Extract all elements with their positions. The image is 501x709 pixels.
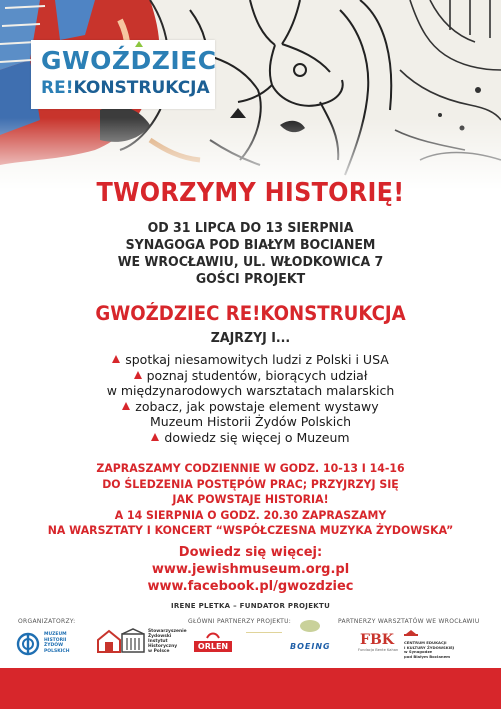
triangle-bullet-icon [134,371,142,379]
gwozdziec-logo [31,40,215,109]
project-name: GWOŹDZIEC RE!KONSTRUKCJA [95,302,406,325]
headline: TWORZYMY HISTORIĘ! [96,178,405,208]
invite-line: NA WARSZTATY I KONCERT “WSPÓŁCZESNA MUZYKA ŻYDOWSKA” [47,523,454,538]
info-line: OD 31 LIPCA DO 13 SIERPNIA [147,220,354,236]
info-line: SYNAGOGA POD BIAŁYM BOCIANEM [125,237,376,253]
invite-line: DO ŚLEDZENIA POSTĘPÓW PRAC; PRZYJRZYJ SIĘ [102,476,399,491]
list-item: dowiedz się więcej o Muzeum [0,430,501,446]
muzeum-emblem-icon [16,632,40,656]
logo-line2-post: KONSTRUKCJA [73,78,210,98]
zih-logo: Stowarzyszenie Żydowski Instytut Historyczny w Polsce [120,628,182,656]
partner-emblem-icon [300,620,320,632]
more-heading: Dowiedz się więcej: [178,545,323,560]
bottom-red-bar [0,668,501,709]
founder-credit: IRENE PLETKA – FUNDATOR PROJEKTU [170,602,331,610]
list-item: zobacz, jak powstaje element wystawy [0,399,501,415]
boeing-logo: BOEING [290,642,331,651]
invitation-text [0,461,501,539]
invite-line: ZAPRASZAMY CODZIENNIE W GODZ. 10-13 I 14-16 [96,461,405,475]
logo-line2 [41,78,210,98]
list-item: poznaj studentów, biorących udział [0,368,501,384]
triangle-bullet-icon [122,402,130,410]
info-line: GOŚCI PROJEKT [195,271,306,287]
orlen-eagle-icon [206,630,220,640]
workshop-partners-label: PARTNERZY WARSZTATÓW WE WROCŁAWIU [338,618,480,625]
more-info [0,544,501,595]
building-icon [120,628,146,654]
fbk-logo: FBK Fundacja Bente Kahan [358,632,399,652]
centrum-logo: CENTRUM EDUKACJI I KULTURY ŻYDOWSKIEJ w Synagodze pod Białym Bocianem [404,630,468,658]
list-item-cont: Muzeum Historii Żydów Polskich [150,414,351,430]
orlen-logo: ORLEN [194,630,232,654]
house-logo-icon [96,628,122,654]
list-item-cont: w międzynarodowych warsztatach malarskich [106,383,395,399]
info-line: WE WROCŁAWIU, UL. WŁODKOWICA 7 [117,254,384,270]
foundation-logo [246,632,282,655]
logo-line2-pre: RE! [41,78,74,98]
bullet-list [0,352,501,446]
jewishmuseum-link[interactable]: www.jewishmuseum.org.pl [151,562,350,577]
zajrzyj-heading: ZAJRZYJ I... [210,330,291,346]
triangle-bullet-icon [151,433,159,441]
triangle-bullet-icon [112,355,120,363]
muzeum-logo: MUZEUM HISTORII ŻYDÓW POLSKICH [16,630,86,658]
organizers-label: ORGANIZATORZY: [18,618,76,625]
facebook-link[interactable]: www.facebook.pl/gwozdziec [147,579,354,594]
main-partners-label: GŁÓWNI PARTNERZY PROJEKTU: [188,618,292,625]
list-item: spotkaj niesamowitych ludzi z Polski i USA [0,352,501,368]
logo-line1: GWOŹDZIEC [41,46,217,75]
invite-line: A 14 SIERPNIA O GODZ. 20.30 ZAPRASZAMY [114,507,387,522]
invite-line: JAK POWSTAJE HISTORIA! [172,492,329,507]
centrum-emblem-icon [404,630,418,640]
